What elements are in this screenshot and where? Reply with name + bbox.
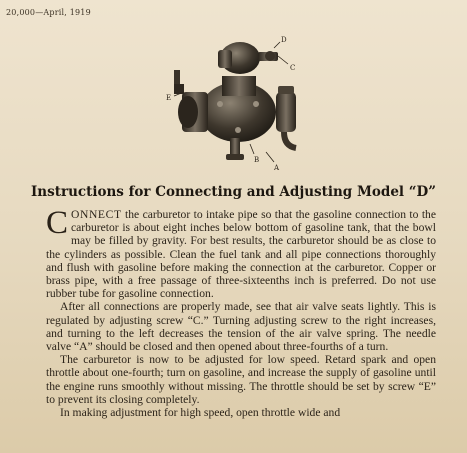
paragraph-connect: [46, 205, 436, 301]
float-chamber: [276, 92, 296, 132]
label-c: C: [290, 64, 296, 72]
paragraph-high-speed: In making adjustment for high speed, open throttle wide and: [60, 406, 341, 420]
label-a: A: [274, 164, 280, 172]
paragraph-text: the carburetor to intake pipe so that the gasoline connection to the carburetor is about eight inches below bottom of gasoline tank, that the bowl may be filled by gravity. For best results, the carburetor should be as close to the cylinders as possible. Clean the fuel tank and all pipe connections thoroughly and flush with gasoline before making the connection at the carburetor. Copper or brass pipe, with a free passage of three-sixteenths inch is preferred. Do not use rubber tube for gasoline connection.: [46, 208, 436, 301]
page-title: Instructions for Connecting and Adjusting Model “D”: [30, 184, 436, 200]
carburetor-drawing: [160, 34, 310, 174]
carburetor-illustration: [160, 34, 310, 174]
needle-valve-a: [230, 138, 240, 156]
label-d: D: [281, 36, 287, 44]
print-mark: 20,000—April, 1919: [6, 8, 91, 17]
paragraph-air-valve: After all connections are properly made, see that air valve seats lightly. This is regulated by adjusting screw “C.” Turning adjusting screw to the right increases, and turning to the left decreases the tension of the air valve spring. The needle valve “A” should be closed and then opened about three-fourths of a turn.: [46, 300, 436, 354]
paragraph-low-speed: The carburetor is now to be adjusted for low speed. Retard spark and open throttle about one-fourth; turn on gasoline, and increase the supply of gasoline until the engine runs smoothly without missing. The throttle should be set by screw “E” to prevent its closing completely.: [46, 353, 436, 406]
label-e: E: [166, 94, 172, 102]
paragraph-lead: ONNECT: [71, 208, 122, 221]
drop-cap: C: [46, 205, 69, 241]
gasoline-pipe: [284, 132, 296, 148]
label-b: B: [254, 156, 260, 164]
instructions-body: [46, 205, 436, 420]
